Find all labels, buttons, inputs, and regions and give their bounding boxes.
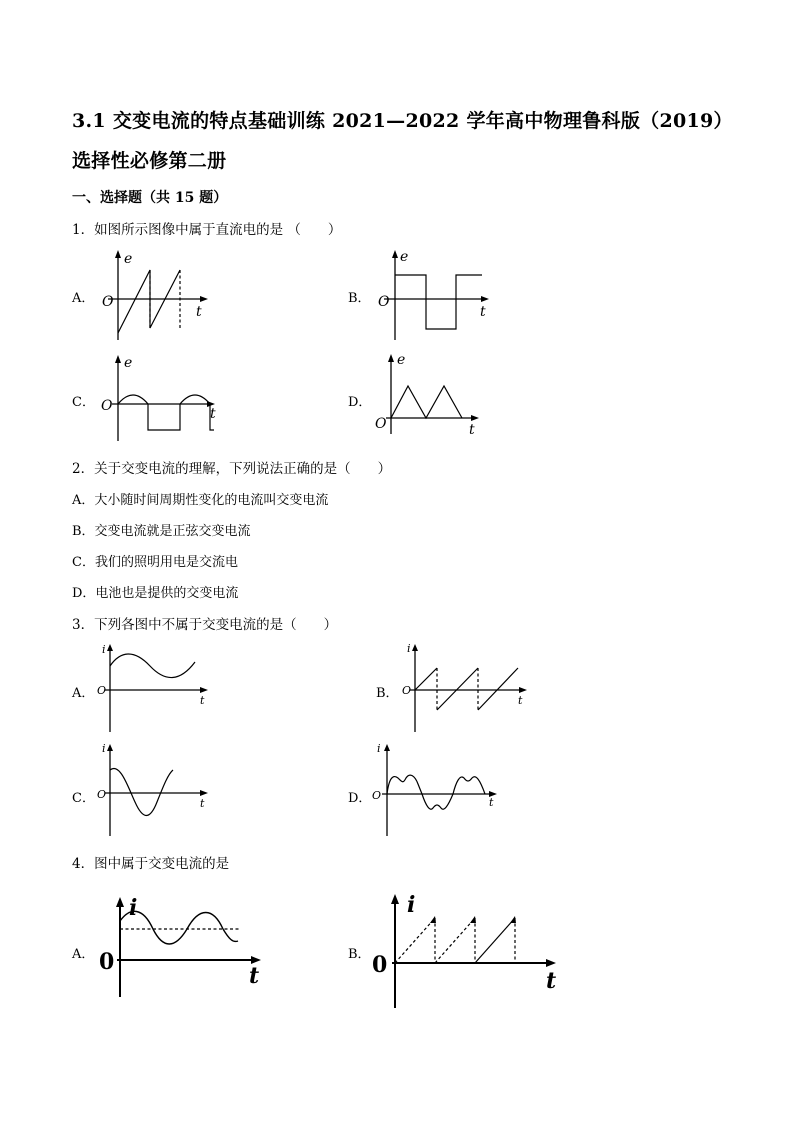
q3a-origin: O: [97, 684, 107, 697]
q1c-x-label: t: [210, 406, 216, 422]
q1-option-b-key: B．: [348, 291, 371, 306]
q1c-origin: O: [101, 398, 113, 414]
q1b-origin: O: [378, 294, 390, 310]
q3b-y-label: i: [407, 642, 411, 655]
q2-option-b: B．交变电流就是正弦交变电流: [72, 524, 251, 539]
document-title-line2: 选择性必修第二册: [72, 150, 227, 172]
q3-option-d-key: D．: [348, 791, 372, 806]
q4b-x-label: t: [546, 968, 557, 994]
q4-option-b-key: B．: [348, 947, 371, 962]
q3d-origin: O: [372, 789, 382, 802]
q1-option-c-key: C．: [72, 395, 95, 410]
q1b-x-label: t: [480, 304, 486, 320]
q1a-y-label: e: [124, 251, 133, 267]
q3-graph-d: [370, 742, 505, 837]
q3d-x-label: t: [489, 796, 494, 809]
q1-graph-c: [98, 353, 223, 443]
q1c-y-label: e: [124, 355, 133, 371]
q4a-y-label: i: [129, 895, 138, 921]
q2-option-c: C．我们的照明用电是交流电: [72, 555, 238, 570]
q2-option-d: D．电池也是提供的交变电流: [72, 586, 239, 601]
section-heading: 一、选择题（共 15 题）: [72, 190, 228, 206]
q1d-origin: O: [375, 416, 387, 432]
q3-option-c-key: C．: [72, 791, 95, 806]
q4-graph-a: [95, 893, 270, 1001]
q4-graph-b: [370, 888, 565, 1010]
q3-graph-b: [398, 642, 533, 734]
q4-option-a-key: A．: [72, 947, 95, 962]
q3a-x-label: t: [200, 694, 205, 707]
q1b-y-label: e: [400, 249, 409, 265]
q4b-y-label: i: [407, 892, 416, 918]
q1-option-d-key: D．: [348, 395, 372, 410]
q1-graph-b: [374, 248, 494, 343]
q3b-x-label: t: [518, 694, 523, 707]
q3d-y-label: i: [377, 742, 381, 755]
document-title-line1: 3.1 交变电流的特点基础训练 2021—2022 学年高中物理鲁科版（2019）: [72, 110, 733, 132]
q3a-y-label: i: [102, 643, 106, 656]
q1a-origin: O: [102, 294, 114, 310]
q3-graph-a: [93, 642, 213, 734]
q1d-x-label: t: [469, 422, 475, 438]
question-2-stem: 2．关于交变电流的理解，下列说法正确的是（ ）: [72, 461, 392, 477]
q3c-x-label: t: [200, 797, 205, 810]
q4b-origin: 0: [372, 952, 388, 978]
q4a-x-label: t: [249, 963, 260, 989]
q3-option-b-key: B．: [376, 686, 399, 701]
q1-graph-d: [374, 352, 484, 437]
q1d-y-label: e: [397, 352, 406, 368]
q3-option-a-key: A．: [72, 686, 95, 701]
q3-graph-c: [93, 742, 213, 837]
q1-graph-a: [98, 248, 218, 343]
q4a-origin: 0: [99, 949, 115, 975]
q1a-x-label: t: [196, 304, 202, 320]
q3c-y-label: i: [102, 742, 106, 755]
question-3-stem: 3．下列各图中不属于交变电流的是（ ）: [72, 617, 338, 633]
q1-option-a-key: A．: [72, 291, 95, 306]
question-4-stem: 4．图中属于交变电流的是: [72, 856, 230, 872]
q2-option-a: A．大小随时间周期性变化的电流叫交变电流: [72, 493, 329, 508]
q3b-origin: O: [402, 684, 412, 697]
question-1-stem: 1．如图所示图像中属于直流电的是 （ ）: [72, 222, 342, 238]
q3c-origin: O: [97, 788, 107, 801]
